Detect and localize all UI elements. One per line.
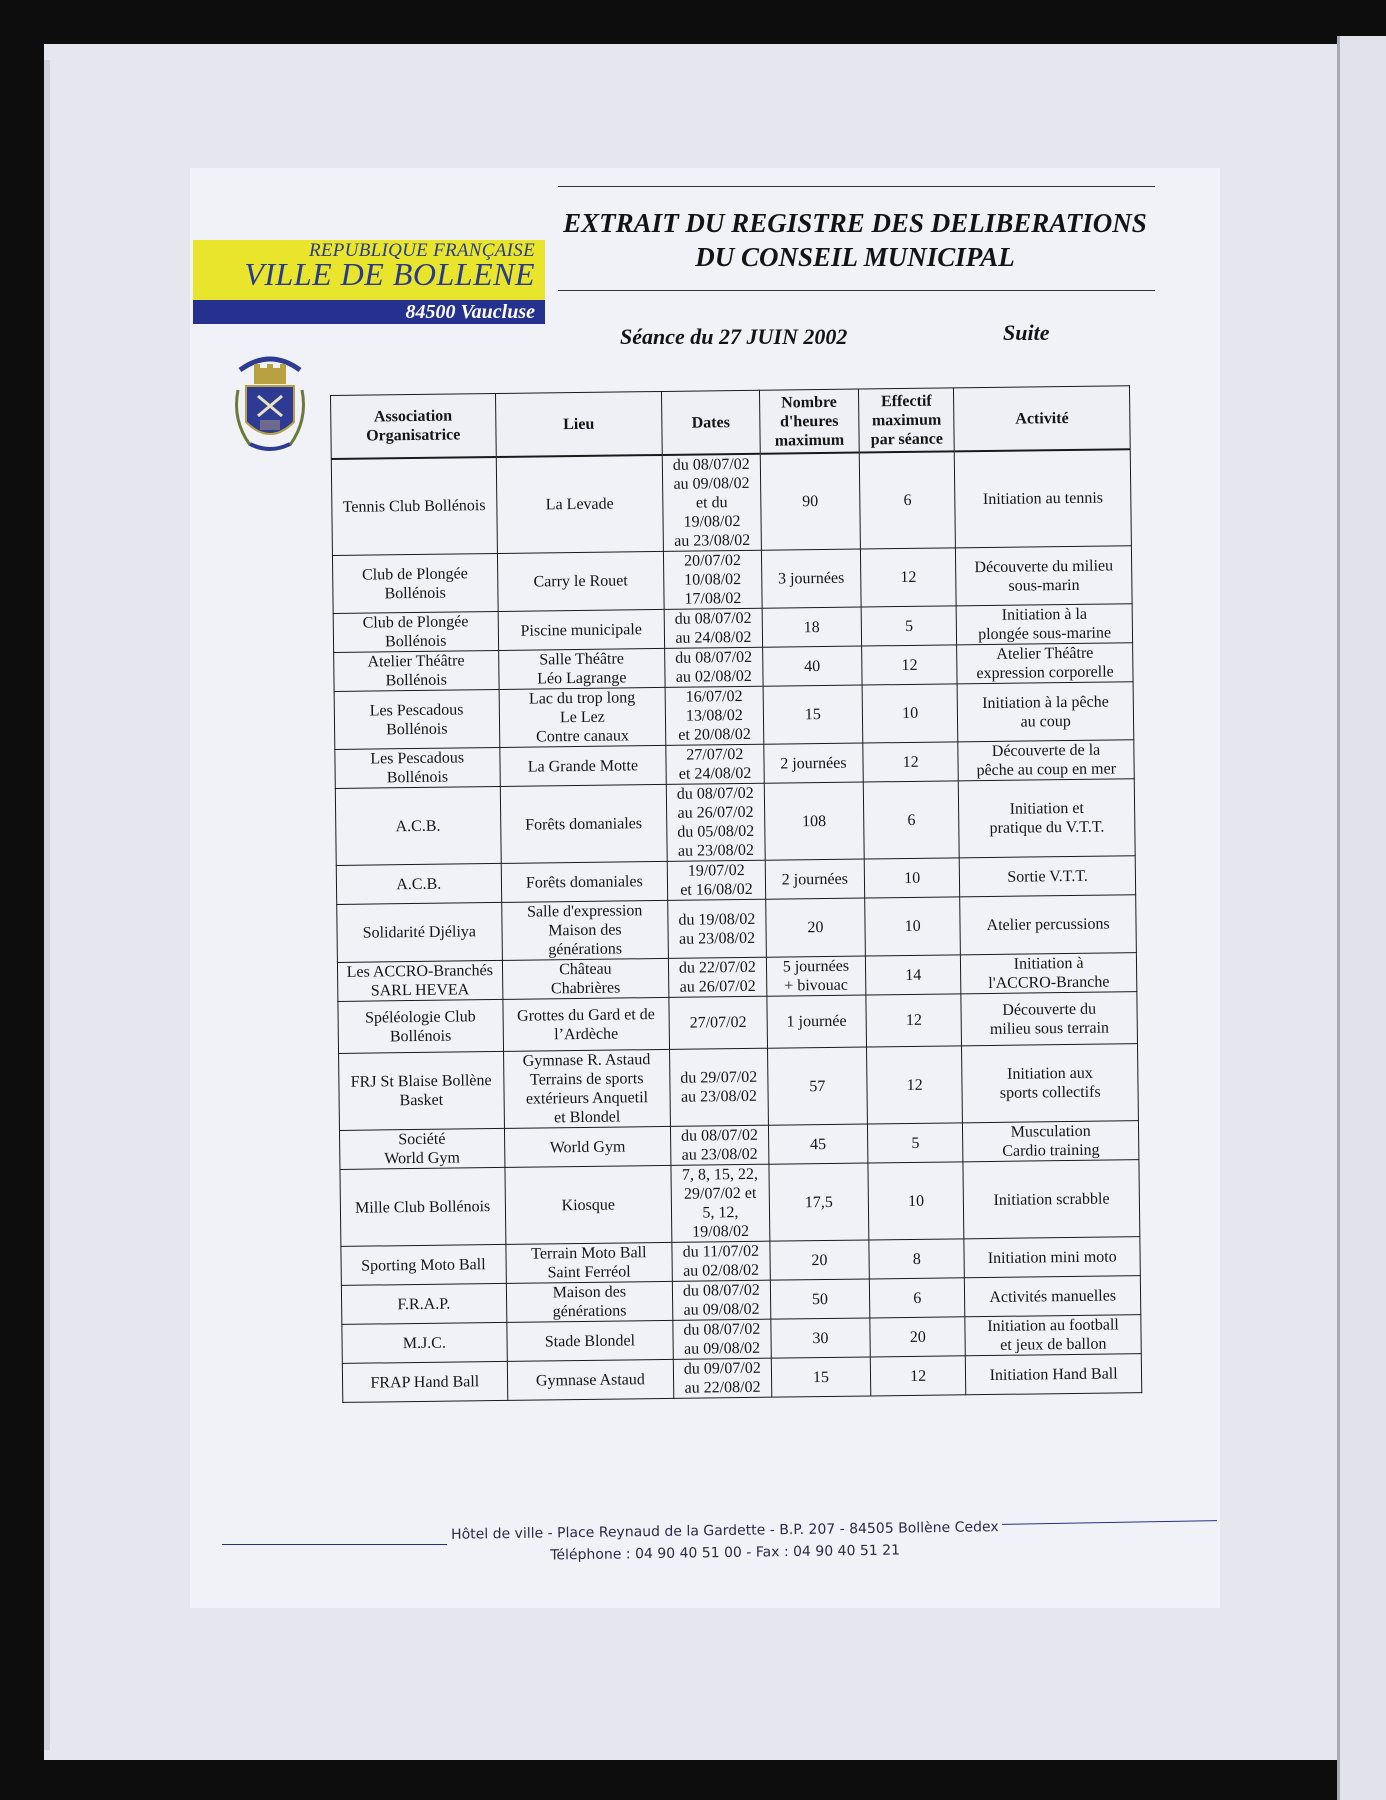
cell-lieu: Maison des générations bbox=[506, 1281, 673, 1322]
cell-heures: 20 bbox=[769, 1240, 869, 1280]
letterhead-yellow bbox=[193, 240, 545, 300]
cell-dates: du 29/07/02 au 23/08/02 bbox=[670, 1048, 768, 1126]
cell-lieu: Piscine municipale bbox=[498, 609, 665, 650]
cell-activite: Initiation et pratique du V.T.T. bbox=[959, 779, 1136, 858]
cell-dates: du 08/07/02 au 02/08/02 bbox=[665, 647, 763, 687]
cell-dates: du 08/07/02 au 24/08/02 bbox=[664, 608, 762, 648]
title-rule-bottom bbox=[558, 290, 1155, 291]
cell-effectif: 12 bbox=[870, 1356, 966, 1396]
cell-activite: Découverte du milieu sous terrain bbox=[961, 992, 1137, 1046]
title-line-1: EXTRAIT DU REGISTRE DES DELIBERATIONS bbox=[563, 208, 1147, 238]
cell-effectif: 10 bbox=[868, 1162, 964, 1240]
ville-label: VILLE DE BOLLENE bbox=[244, 256, 535, 292]
cell-effectif: 12 bbox=[866, 994, 962, 1047]
cell-association: M.J.C. bbox=[342, 1322, 507, 1363]
table-row bbox=[331, 449, 1131, 555]
cell-effectif: 12 bbox=[861, 548, 957, 607]
cell-activite: Initiation à l'ACCRO-Branche bbox=[961, 953, 1137, 994]
cell-effectif: 10 bbox=[865, 897, 961, 956]
cell-lieu: Château Chabrières bbox=[502, 958, 669, 999]
table-body bbox=[331, 449, 1141, 1402]
cell-heures: 30 bbox=[770, 1318, 870, 1358]
cell-association: A.C.B. bbox=[336, 863, 501, 904]
col-activite: Activité bbox=[954, 386, 1130, 452]
cell-effectif: 10 bbox=[864, 858, 960, 898]
activities-table bbox=[330, 385, 1142, 1403]
cell-heures: 2 journées bbox=[763, 743, 863, 783]
cell-association: Mille Club Bollénois bbox=[340, 1167, 505, 1246]
col-effectif: Effectif maximum par séance bbox=[859, 388, 955, 453]
cell-activite: Découverte du milieu sous-marin bbox=[956, 546, 1132, 606]
table-row bbox=[340, 1160, 1140, 1247]
cell-lieu: Lac du trop long Le Lez Contre canaux bbox=[499, 687, 666, 747]
cell-lieu: Salle d'expression Maison des générations bbox=[501, 900, 668, 960]
table-row bbox=[335, 779, 1135, 866]
cell-dates: 27/07/02 et 24/08/02 bbox=[666, 744, 764, 784]
suite-label: Suite bbox=[1003, 320, 1050, 345]
cell-dates: du 19/08/02 au 23/08/02 bbox=[668, 899, 766, 958]
cell-lieu: La Levade bbox=[496, 455, 664, 554]
cell-effectif: 12 bbox=[863, 742, 959, 782]
cell-heures: 3 journées bbox=[761, 549, 861, 608]
cell-dates: du 08/07/02 au 26/07/02 du 05/08/02 au 23/08/02 bbox=[667, 783, 765, 861]
cell-effectif: 20 bbox=[870, 1317, 966, 1357]
table-row bbox=[337, 895, 1137, 963]
cell-heures: 57 bbox=[767, 1047, 868, 1125]
table-header-row bbox=[331, 386, 1131, 459]
title-line-2: DU CONSEIL MUNICIPAL bbox=[695, 242, 1015, 272]
cell-effectif: 6 bbox=[859, 451, 955, 549]
cell-association: Société World Gym bbox=[339, 1128, 504, 1169]
cell-activite: Musculation Cardio training bbox=[963, 1121, 1139, 1162]
cell-lieu: Gymnase R. Astaud Terrains de sports extérieurs Anquetil et Blondel bbox=[503, 1049, 671, 1128]
cell-association: A.C.B. bbox=[335, 786, 500, 865]
cell-dates: 20/07/02 10/08/02 17/08/02 bbox=[664, 550, 762, 609]
cell-effectif: 5 bbox=[868, 1123, 964, 1163]
cell-dates: 16/07/02 13/08/02 et 20/08/02 bbox=[665, 686, 763, 745]
cell-dates: 19/07/02 et 16/08/02 bbox=[667, 860, 765, 900]
cell-dates: du 08/07/02 au 09/08/02 bbox=[673, 1280, 771, 1320]
cell-dates: 27/07/02 bbox=[669, 996, 767, 1049]
cell-lieu: Gymnase Astaud bbox=[507, 1359, 674, 1400]
footer-address: Hôtel de ville - Place Reynaud de la Gardette - B.P. 207 - 84505 Bollène Cedex bbox=[451, 1519, 999, 1543]
cell-dates: du 08/07/02 au 09/08/02 bbox=[673, 1319, 771, 1359]
cell-effectif: 12 bbox=[867, 1046, 963, 1124]
cell-association: FRAP Hand Ball bbox=[342, 1361, 507, 1402]
next-page-edge bbox=[1337, 36, 1386, 1800]
footer-phone: Téléphone : 04 90 40 51 00 - Fax : 04 90 40 51 21 bbox=[550, 1542, 901, 1564]
cell-activite: Initiation scrabble bbox=[963, 1160, 1140, 1239]
cell-effectif: 6 bbox=[870, 1278, 966, 1318]
cell-effectif: 12 bbox=[862, 645, 958, 685]
cell-heures: 1 journée bbox=[766, 995, 866, 1048]
republique-label: REPUBLIQUE FRANÇAISE bbox=[308, 240, 535, 261]
cell-association: Spéléologie Club Bollénois bbox=[338, 999, 503, 1053]
cell-association: Les Pescadous Bollénois bbox=[334, 689, 499, 749]
cell-dates: du 08/07/02 au 23/08/02 bbox=[671, 1125, 769, 1165]
cell-effectif: 14 bbox=[866, 955, 962, 995]
cell-association: FRJ St Blaise Bollène Basket bbox=[339, 1051, 504, 1130]
cell-dates: du 09/07/02 au 22/08/02 bbox=[674, 1358, 772, 1398]
cell-dates: du 22/07/02 au 26/07/02 bbox=[669, 957, 767, 997]
cell-activite: Initiation au tennis bbox=[955, 449, 1132, 548]
postal-label: 84500 Vaucluse bbox=[193, 300, 545, 324]
cell-heures: 5 journées + bivouac bbox=[766, 956, 866, 996]
cell-heures: 2 journées bbox=[765, 859, 865, 899]
page-stack-edge bbox=[44, 60, 50, 1750]
cell-heures: 18 bbox=[762, 607, 862, 647]
table-row bbox=[332, 546, 1132, 614]
cell-heures: 40 bbox=[762, 646, 862, 686]
cell-association: Les Pescadous Bollénois bbox=[335, 747, 500, 788]
cell-activite: Initiation Hand Ball bbox=[966, 1354, 1142, 1395]
cell-heures: 17,5 bbox=[769, 1163, 870, 1241]
cell-heures: 108 bbox=[764, 782, 865, 860]
cell-activite: Découverte de la pêche au coup en mer bbox=[958, 740, 1134, 781]
cell-heures: 15 bbox=[771, 1357, 871, 1397]
letterhead-band bbox=[193, 240, 545, 324]
cell-association: Les ACCRO-Branchés SARL HEVEA bbox=[337, 960, 502, 1001]
cell-heures: 45 bbox=[768, 1124, 868, 1164]
cell-activite: Initiation à la pêche au coup bbox=[957, 682, 1133, 742]
cell-activite: Initiation au football et jeux de ballon bbox=[965, 1315, 1141, 1356]
document-title bbox=[555, 206, 1155, 274]
cell-dates: du 08/07/02 au 09/08/02 et du 19/08/02 au 23/08/02 bbox=[662, 454, 761, 552]
col-dates: Dates bbox=[662, 390, 760, 455]
col-lieu: Lieu bbox=[495, 391, 662, 457]
cell-heures: 90 bbox=[760, 453, 861, 551]
cell-lieu: Forêts domaniales bbox=[500, 784, 668, 863]
cell-lieu: La Grande Motte bbox=[499, 745, 666, 786]
cell-activite: Sortie V.T.T. bbox=[959, 856, 1135, 897]
cell-activite: Initiation à la plongée sous-marine bbox=[956, 604, 1132, 645]
cell-association: Solidarité Djéliya bbox=[337, 902, 502, 962]
footer bbox=[440, 1516, 1011, 1568]
cell-lieu: Stade Blondel bbox=[506, 1320, 673, 1361]
cell-effectif: 10 bbox=[862, 684, 958, 743]
cell-association: Atelier Théâtre Bollénois bbox=[334, 650, 499, 691]
cell-activite: Initiation mini moto bbox=[964, 1237, 1140, 1278]
cell-association: Club de Plongée Bollénois bbox=[333, 611, 498, 652]
cell-association: Sporting Moto Ball bbox=[341, 1244, 506, 1285]
cell-association: Tennis Club Bollénois bbox=[331, 457, 497, 556]
cell-activite: Activités manuelles bbox=[965, 1276, 1141, 1317]
cell-lieu: Salle Théâtre Léo Lagrange bbox=[498, 648, 665, 689]
cell-effectif: 5 bbox=[861, 606, 957, 646]
cell-lieu: Carry le Rouet bbox=[497, 551, 664, 611]
cell-activite: Atelier Théâtre expression corporelle bbox=[957, 643, 1133, 684]
cell-activite: Initiation aux sports collectifs bbox=[962, 1044, 1139, 1123]
title-rule-top bbox=[558, 186, 1155, 187]
cell-association: Club de Plongée Bollénois bbox=[332, 553, 497, 613]
cell-dates: 7, 8, 15, 22, 29/07/02 et 5, 12, 19/08/02 bbox=[671, 1164, 769, 1242]
seance-date: Séance du 27 JUIN 2002 bbox=[620, 324, 848, 349]
cell-lieu: Forêts domaniales bbox=[501, 861, 668, 902]
cell-effectif: 8 bbox=[869, 1239, 965, 1279]
col-association: Association Organisatrice bbox=[331, 393, 496, 459]
cell-heures: 50 bbox=[770, 1279, 870, 1319]
cell-activite: Atelier percussions bbox=[960, 895, 1136, 955]
cell-effectif: 6 bbox=[863, 781, 959, 859]
cell-lieu: Kiosque bbox=[504, 1165, 672, 1244]
cell-heures: 20 bbox=[765, 898, 865, 957]
table-row bbox=[339, 1044, 1139, 1131]
col-heures: Nombre d'heures maximum bbox=[759, 389, 859, 454]
cell-lieu: World Gym bbox=[504, 1126, 671, 1167]
coat-of-arms-icon bbox=[230, 340, 310, 458]
cell-dates: du 11/07/02 au 02/08/02 bbox=[672, 1241, 770, 1281]
table-row bbox=[334, 682, 1134, 750]
cell-lieu: Grottes du Gard et de l’Ardèche bbox=[502, 997, 669, 1051]
cell-association: F.R.A.P. bbox=[341, 1283, 506, 1324]
footer-rule-left bbox=[222, 1544, 447, 1545]
cell-lieu: Terrain Moto Ball Saint Ferréol bbox=[505, 1242, 672, 1283]
cell-heures: 15 bbox=[763, 685, 863, 744]
